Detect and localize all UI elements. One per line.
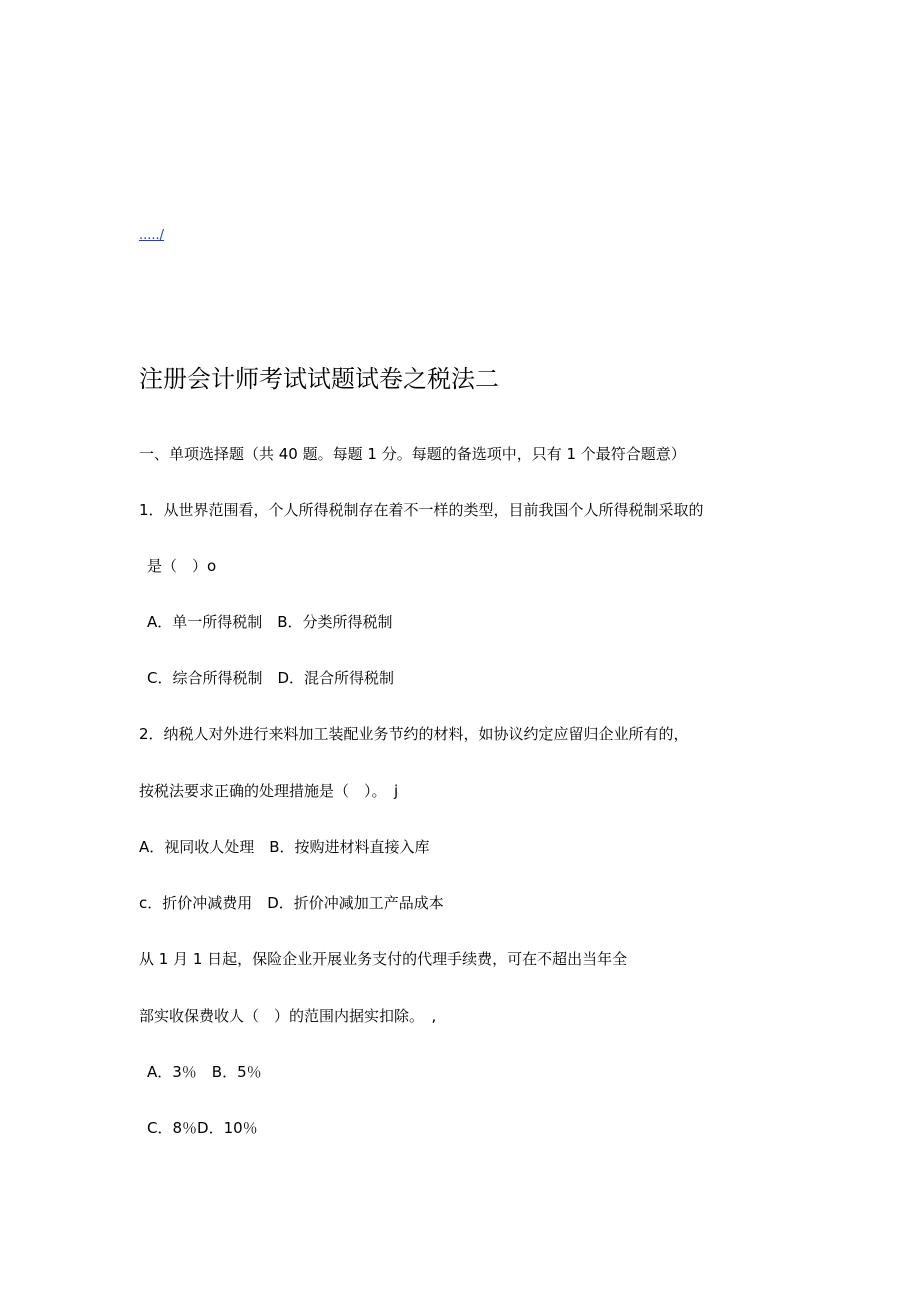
question-1-options-cd: C．综合所得税制 D．混合所得税制: [147, 669, 395, 687]
question-3-options-ab: A．3％ B．5％: [147, 1063, 262, 1081]
question-3-options-cd: C．8％D．10％: [147, 1119, 258, 1137]
question-2-options-ab: A．视同收人处理 B．按购进材料直接入库: [139, 838, 430, 856]
question-1-stem-line1: 1．从世界范围看，个人所得税制存在着不一样的类型，目前我国个人所得税制采取的: [139, 501, 704, 519]
question-3-stem-line2: 部实收保费收人（ ）的范围内据实扣除。 ,: [139, 1007, 437, 1025]
question-1-options-ab: A．单一所得税制 B．分类所得税制: [147, 613, 393, 631]
header-link[interactable]: ...../: [139, 228, 165, 243]
question-2-options-cd: c．折价冲减费用 D．折价冲减加工产品成本: [139, 894, 444, 912]
document-title: 注册会计师考试试题试卷之税法二: [139, 365, 499, 393]
question-1-stem-line2: 是（ ）o: [147, 557, 217, 575]
question-2-stem-line2: 按税法要求正确的处理措施是（ ）。 j: [139, 782, 399, 800]
section-heading: 一、单项选择题（共 40 题。每题 1 分。每题的备选项中，只有 1 个最符合题意）: [139, 445, 686, 463]
question-3-stem-line1: 从 1 月 1 日起，保险企业开展业务支付的代理手续费，可在不超出当年全: [139, 950, 628, 968]
question-2-stem-line1: 2．纳税人对外进行来料加工装配业务节约的材料，如协议约定应留归企业所有的，: [139, 725, 689, 743]
